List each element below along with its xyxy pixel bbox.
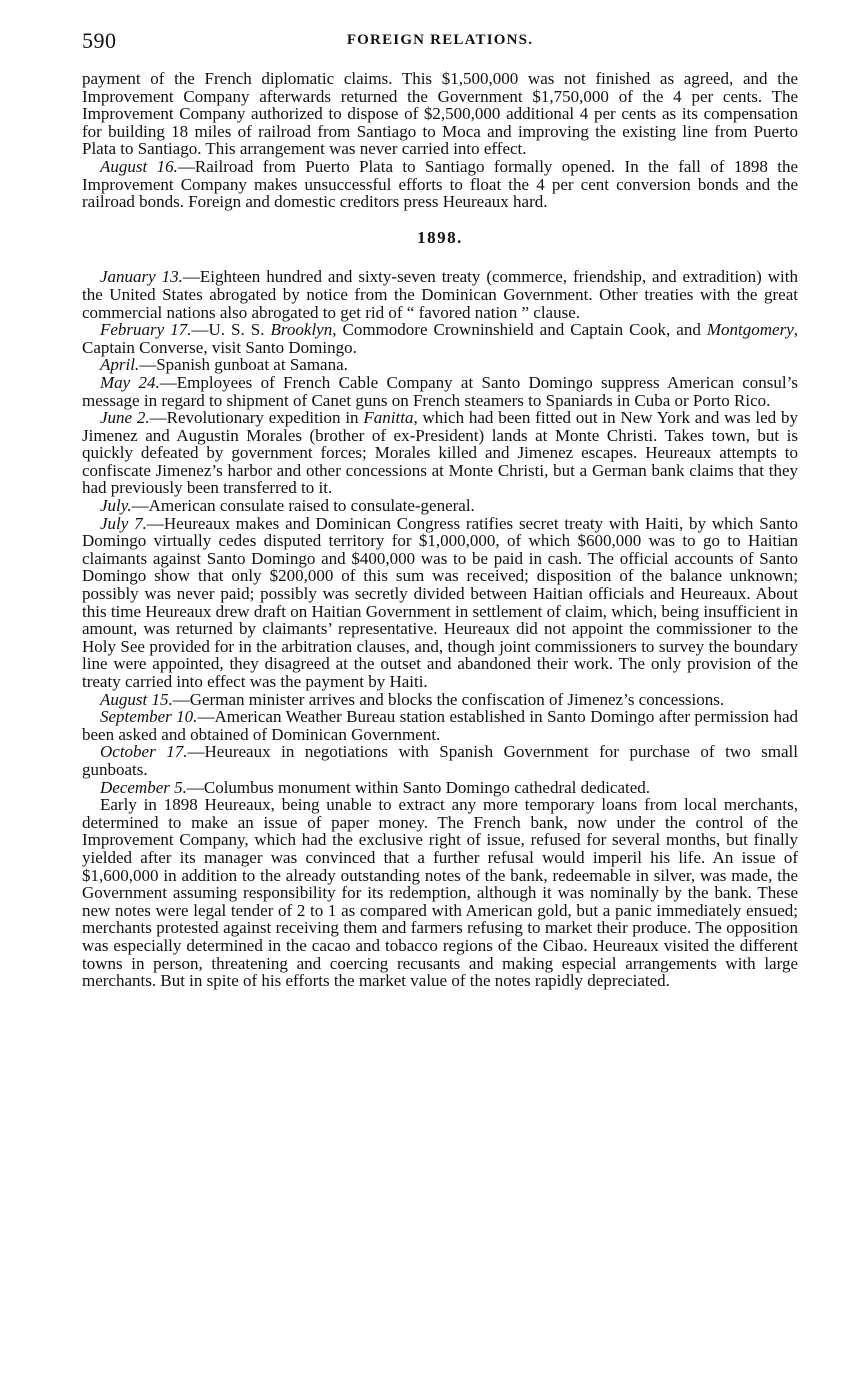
entry-october-17: October 17.—Heureaux in negotiations with Spanish Government for purchase of two small gunboats. <box>82 742 798 779</box>
entry-february-17: February 17.—U. S. S. Brooklyn, Commodore Crowninshield and Captain Cook, and Montgomery, Captain Converse, visit Santo Domingo. <box>82 320 799 357</box>
entry-july: July.—American consulate raised to consulate-general. <box>100 496 475 516</box>
entry-date: February 17. <box>100 320 192 340</box>
entry-april: April.—Spanish gunboat at Samana. <box>100 355 348 375</box>
entry-date: April. <box>100 355 140 375</box>
ship-name: Brooklyn <box>270 320 333 340</box>
entry-date: August 15. <box>100 689 173 709</box>
running-title: FOREIGN RELATIONS. <box>346 32 534 48</box>
entry-august-16: August 16.—Railroad from Puerto Plata to Santiago formally opened. In the fall of 1898 the Improvement Company makes unsuccessful efforts to float the 4 per cent conversion bonds and the railroad bonds. Foreign and domestic creditors press Heureaux hard. <box>82 156 798 212</box>
ship-name: Montgomery <box>706 320 794 340</box>
document-page <box>82 26 798 990</box>
entry-june-2: June 2.—Revolutionary expedition in Fanitta, which had been fitted out in New York and was led by Jimenez and Augustin Morales (brother of ex-President) lands at Monte Christi. Takes town, but is quickly defeated by government forces; Morales killed and Jimenez escapes. Heureaux attempts to confiscate Jimenez’s harbor and other concessions at Monte Christi, but a German bank claims that they had previously been transferred to it. <box>82 408 799 498</box>
page-number: 590 <box>82 28 117 53</box>
year-heading: 1898. <box>417 227 463 247</box>
intro-paragraph: payment of the French diplomatic claims. This $1,500,000 was not finished as agreed, and the Improvement Company afterwards returned the Government $1,750,000 of the 4 per cents. The Improvement Company authorized to dispose of $2,500,000 additional 4 per cents as its compensation for building 18 miles of railroad from Santiago to Moca and improving the existing line from Puerto Plata to Santiago. This arrangement was never carried into effect. <box>82 69 798 159</box>
entry-january-13: January 13.—Eighteen hundred and sixty-seven treaty (commerce, friendship, and extradition) with the United States abrogated by notice from the Dominican Government. Other treaties with the great commercial nations also abrogated to get rid of “ favored nation ” clause. <box>82 267 798 322</box>
entry-date: October 17. <box>100 742 188 762</box>
entry-date: July. <box>100 496 132 516</box>
entry-date: June 2. <box>100 408 150 428</box>
entry-september-10: September 10.—American Weather Bureau station established in Santo Domingo after permission had been asked and obtained of Dominican Government. <box>82 707 798 744</box>
entry-date: July 7. <box>100 513 147 533</box>
running-head <box>82 26 798 56</box>
closing-paragraph: Early in 1898 Heureaux, being unable to extract any more temporary loans from local merchants, determined to make an issue of paper money. The French bank, now under the control of the Improvement Company, which had the exclusive right of issue, refused for several months, but finally yielded after its manager was convinced that a further refusal would imperil his life. An issue of $1,600,000 in addition to the already outstanding notes of the bank, redeemable in silver, was made, the Government assuming responsibility for its redemption, although it was nominally by the bank. These new notes were legal tender of 2 to 1 as compared with American gold, but a panic immediately ensued; merchants protested against receiving them and farmers refusing to market their produce. The opposition was especially determined in the cacao and tobacco regions of the Cibao. Heureaux visited the different towns in person, threatening and coercing recusants and making especial arrangements with large merchants. But in spite of his efforts the market value of the notes rapidly depreciated. <box>82 795 798 991</box>
entry-date: May 24. <box>100 372 160 392</box>
entry-may-24: May 24.—Employees of French Cable Company at Santo Domingo suppress American consul’s message in regard to shipment of Canet guns on French steamers to Spaniards in Cuba or Porto Rico. <box>82 372 798 410</box>
entry-date: August 16. <box>100 156 178 176</box>
body-text <box>82 70 798 990</box>
entry-december-5: December 5.—Columbus monument within Santo Domingo cathedral dedicated. <box>100 777 651 797</box>
entry-date: September 10. <box>100 707 198 727</box>
entry-date: December 5. <box>100 777 187 797</box>
entry-july-7: July 7.—Heureaux makes and Dominican Congress ratifies secret treaty with Haiti, by which Santo Domingo virtually cedes disputed territory for $1,000,000, of which $600,000 was to go to Haitian claimants against Santo Domingo and $400,000 was to be paid in cash. The official accounts of Santo Domingo show that only $200,000 of this sum was received; disposition of the balance unknown; possibly was never paid; possibly was secretly divided between Haitian officials and Heureaux. About this time Heureaux drew draft on Haitian Government in settlement of claim, which, being insufficient in amount, was returned by claimants’ representative. Heureaux did not appoint the commissioner to the Holy See provided for in the arbitration clauses, and, though joint commissioners to survey the boundary line were appointed, they disagreed at the outset and abandoned their work. The only provision of the treaty carried into effect was the payment by Haiti. <box>82 513 798 691</box>
ship-name: Fanitta <box>363 408 414 428</box>
entry-date: January 13. <box>100 267 183 287</box>
entry-august-15: August 15.—German minister arrives and blocks the confiscation of Jimenez’s concessions. <box>100 689 725 709</box>
